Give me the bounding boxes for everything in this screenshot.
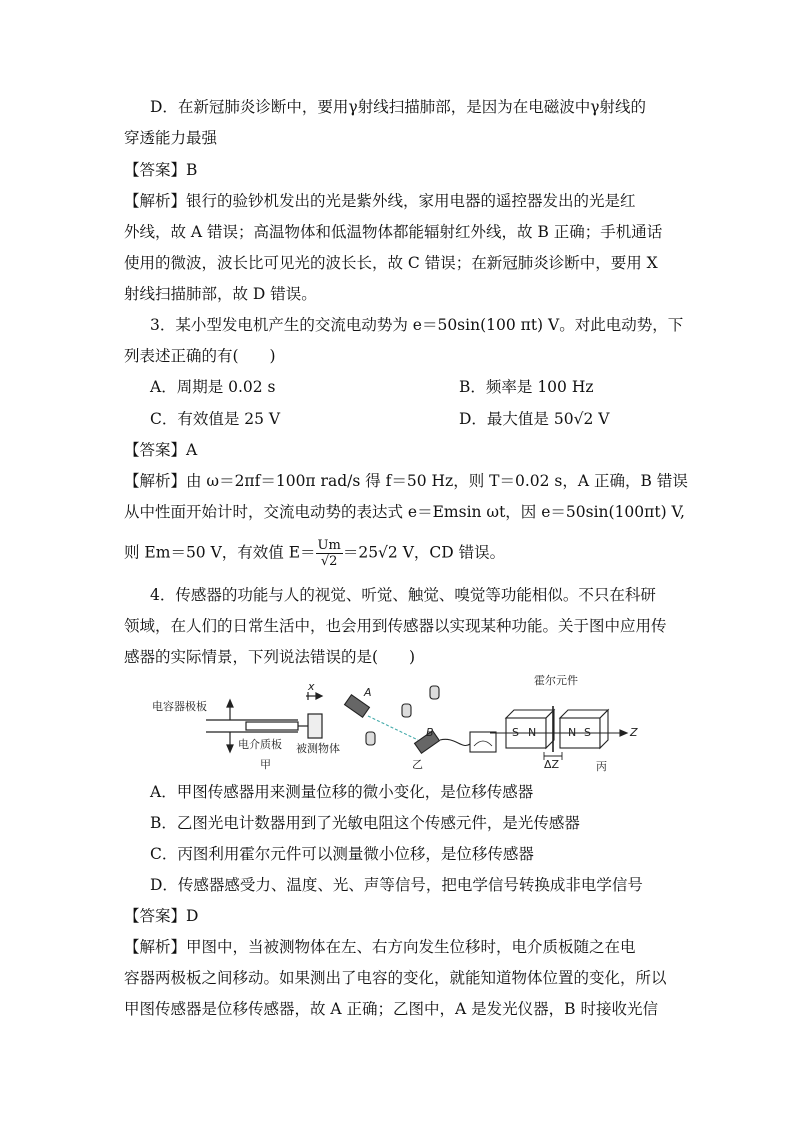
answer-3: 【答案】A	[124, 441, 198, 459]
magnet-right-n: N	[568, 726, 577, 739]
q3-option-c: C．有效值是 25 V	[150, 410, 281, 428]
analysis-3-line2: 从中性面开始计时，交流电动势的表达式 e＝Emsin ωt，因 e＝50sin(100πt) V,	[124, 503, 685, 521]
analysis-3-line3-start: 则 Em＝50 V，有效值 E＝	[124, 543, 316, 562]
dielectric-plate-label: 电介质板	[238, 738, 282, 751]
q3-option-a: A．周期是 0.02 s	[150, 378, 276, 396]
z-axis-label: Z	[630, 726, 638, 739]
analysis-2-line2: 外线，故 A 错误；高温物体和低温物体都能辐射红外线，故 B 正确；手机通话	[124, 223, 663, 241]
arrow-head-down	[227, 745, 233, 752]
measured-object	[308, 714, 322, 738]
figure-yi-caption: 乙	[412, 758, 423, 771]
emitter-a-label: A	[364, 686, 372, 699]
analysis-3-line3-end: ＝25√2 V，CD 错误。	[342, 543, 506, 562]
hall-element-label: 霍尔元件	[534, 674, 578, 687]
analysis-4-line3: 甲图传感器是位移传感器，故 A 正确；乙图中，A 是发光仪器，B 时接收光信	[124, 1000, 658, 1018]
q4-option-d: D．传感器感受力、温度、光、声等信号，把电学信号转换成非电学信号	[150, 876, 643, 894]
analysis-3-line1: 【解析】由 ω＝2πf＝100π rad/s 得 f＝50 Hz，则 T＝0.02 s，A 正确，B 错误	[124, 472, 688, 490]
receiver-cable	[440, 739, 470, 745]
option-d-line2: 穿透能力最强	[124, 129, 218, 147]
magnet-right-s: S	[584, 726, 591, 739]
x-arrow-head	[316, 693, 322, 699]
counter-meter	[470, 732, 496, 752]
answer-4: 【答案】D	[124, 907, 199, 925]
q4-option-c: C．丙图利用霍尔元件可以测量微小位移，是位移传感器	[150, 845, 534, 863]
analysis-4-line2: 容器两极板之间移动。如果测出了电容的变化，就能知道物体位置的变化，所以	[124, 969, 667, 987]
answer-2: 【答案】B	[124, 161, 198, 179]
analysis-3-line3	[124, 538, 505, 569]
receiver-b-label: B	[426, 726, 434, 739]
analysis-2-line4: 射线扫描肺部，故 D 错误。	[124, 285, 317, 303]
measured-object-label: 被测物体	[296, 742, 340, 755]
q4-option-a: A．甲图传感器用来测量位移的微小变化，是位移传感器	[150, 783, 534, 801]
capacitor-plate-label: 电容器极板	[152, 700, 207, 713]
q4-option-b: B．乙图光电计数器用到了光敏电阻这个传感元件，是光传感器	[150, 814, 580, 832]
question-4-line3: 感器的实际情景，下列说法错误的是( )	[124, 648, 416, 666]
question-3-line2: 列表述正确的有( )	[124, 347, 276, 365]
analysis-2-line1: 【解析】银行的验钞机发出的光是紫外线，家用电器的遥控器发出的光是红	[124, 192, 636, 210]
magnet-left-n: N	[528, 726, 537, 739]
q3-option-d: D．最大值是 50√2 V	[459, 410, 610, 428]
figure-bing-caption: 丙	[596, 760, 607, 773]
dielectric-plate	[246, 722, 298, 730]
magnet-left-s: S	[512, 726, 519, 739]
fraction-numerator: Um	[317, 538, 341, 553]
question-3-line1: 3．某小型发电机产生的交流电动势为 e＝50sin(100 πt) V。对此电动势，下	[150, 316, 684, 334]
analysis-4-line1: 【解析】甲图中，当被测物体在左、右方向发生位移时，电介质板随之在电	[124, 938, 636, 956]
question-4-line1: 4．传感器的功能与人的视觉、听觉、触觉、嗅觉等功能相似。不只在科研	[150, 586, 656, 604]
sensor-figure	[150, 670, 650, 774]
delta-z-label: ΔZ	[544, 758, 560, 771]
q3-option-b: B．频率是 100 Hz	[459, 378, 594, 396]
option-d-line1: D．在新冠肺炎诊断中，要用γ射线扫描肺部，是因为在电磁波中γ射线的	[150, 98, 646, 116]
fraction-denominator: √2	[320, 554, 338, 569]
x-label: x	[308, 680, 315, 693]
figure-bing	[490, 706, 627, 760]
question-4-line2: 领域，在人们的日常生活中，也会用到传感器以实现某种功能。关于图中应用传	[124, 617, 667, 635]
analysis-2-line3: 使用的微波，波长比可见光的波长长，故 C 错误；在新冠肺炎诊断中，要用 X	[124, 254, 658, 272]
figure-jia-caption: 甲	[260, 758, 271, 771]
z-arrow-head	[620, 730, 627, 736]
arrow-head-up	[227, 700, 233, 707]
fraction-um-over-sqrt2	[316, 538, 343, 569]
